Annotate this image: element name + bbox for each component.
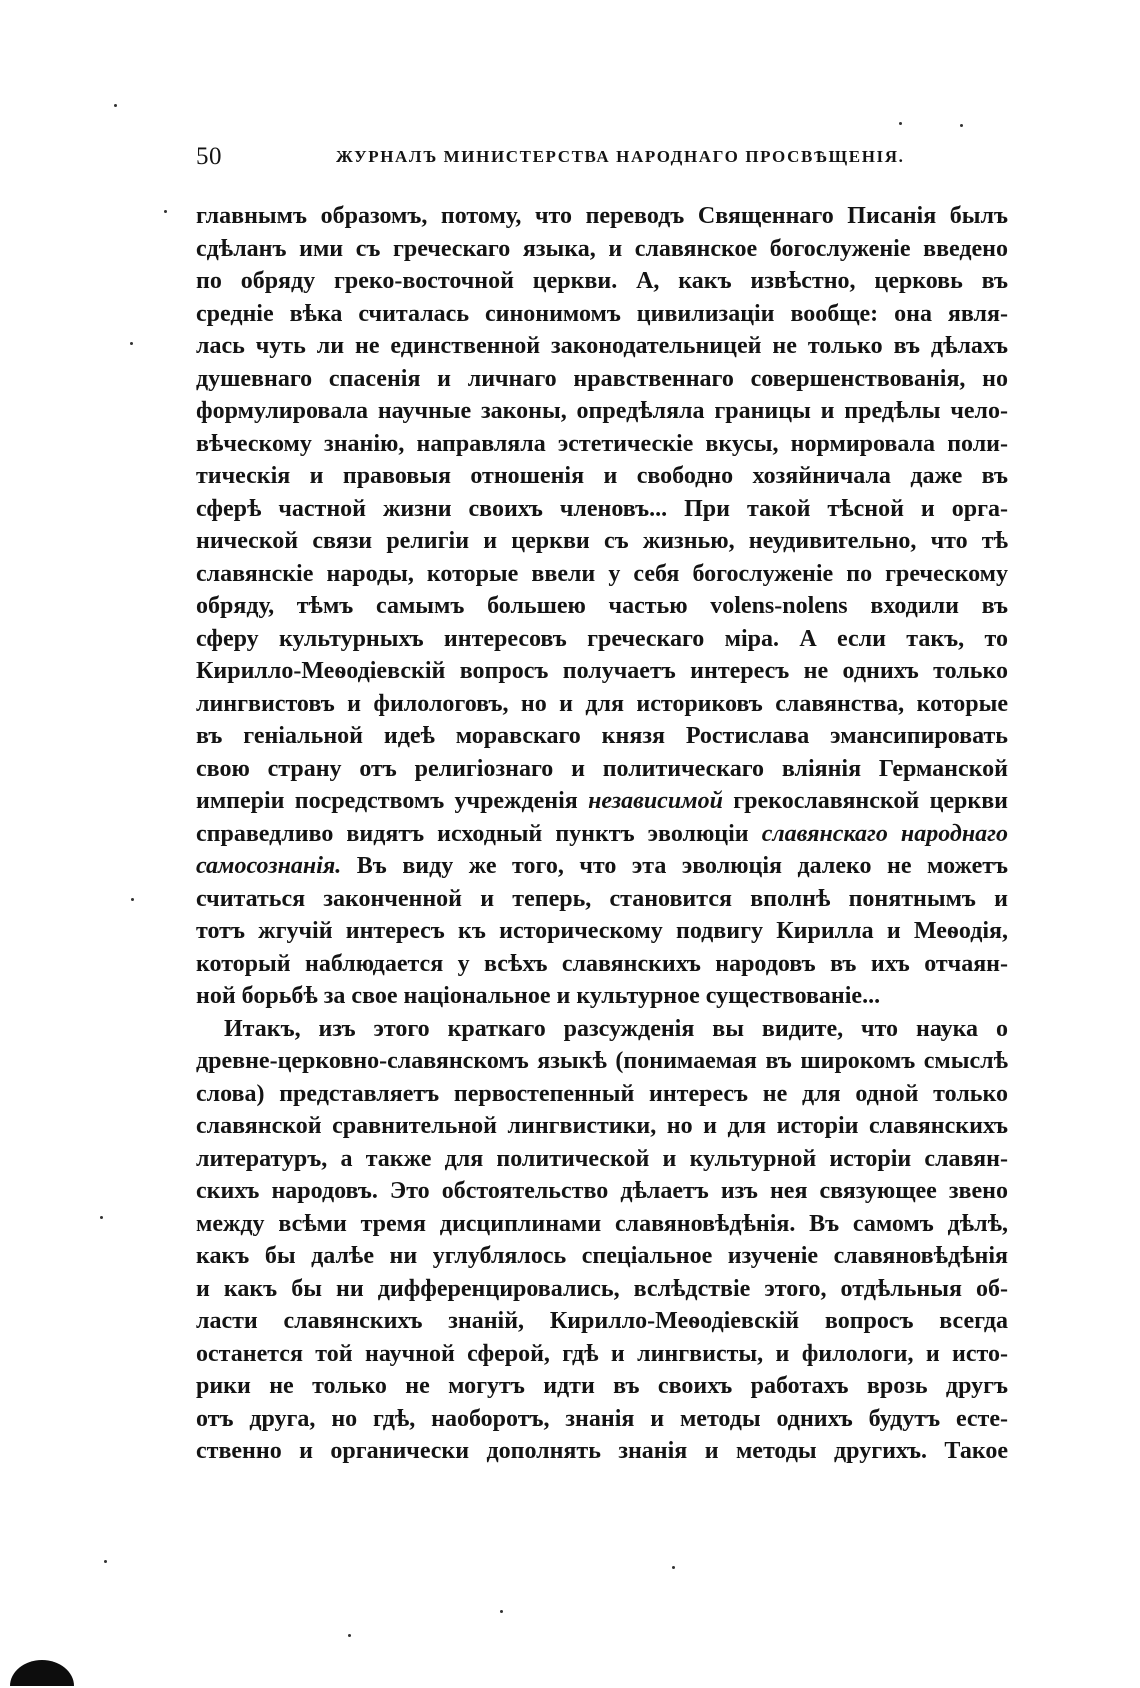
text-line: рики не только не могутъ идти въ своихъ работахъ врозь другъ (196, 1373, 1008, 1399)
scan-speck (899, 122, 902, 125)
paragraph-1 (196, 200, 1008, 1013)
scan-speck (348, 1634, 351, 1637)
text-line: лингвистовъ и филологовъ, но и для историковъ славянства, которые (196, 690, 1008, 717)
text-line: въ геніальной идеѣ моравскаго князя Ростислава эмансипировать (196, 723, 1008, 749)
text-line (196, 850, 1008, 883)
page-number: 50 (196, 143, 222, 170)
text-line: ственно и органически дополнять знанія и методы другихъ. Такое (196, 1438, 1008, 1464)
text-run: имперіи посредствомъ учрежденія (196, 788, 589, 814)
scan-speck (960, 124, 963, 127)
text-line: между всѣми тремя дисциплинами славяновѣдѣнія. Въ самомъ дѣлѣ, (196, 1210, 1008, 1237)
text-line: формулировала научные законы, опредѣляла границы и предѣлы чело- (196, 398, 1008, 424)
text-line: вѣческому знанію, направляла эстетическіе вкусы, нормировала поли- (196, 430, 1008, 457)
text-line (196, 785, 1008, 818)
journal-title: ЖУРНАЛЪ МИНИСТЕРСТВА НАРОДНАГО ПРОСВѢЩЕНІЯ. (336, 147, 905, 166)
text-line: главнымъ образомъ, потому, что переводъ Священнаго Писанія былъ (196, 203, 1008, 229)
scan-speck (164, 210, 167, 213)
text-line: свою страну отъ религіознаго и политическаго вліянія Германской (196, 755, 1008, 782)
text-line: нической связи религіи и церкви съ жизнью, неудивительно, что тѣ (196, 528, 1008, 554)
scan-speck (130, 342, 133, 345)
text-line: тическія и правовыя отношенія и свободно хозяйничала даже въ (196, 463, 1008, 489)
text-line: древне-церковно-славянскомъ языкѣ (понимаемая въ широкомъ смыслѣ (196, 1048, 1008, 1074)
text-run: грекославянской церкви (722, 788, 1009, 814)
paragraph-2 (196, 1013, 1008, 1468)
text-line: останется той научной сферой, гдѣ и лингвисты, и филологи, и исто- (196, 1340, 1008, 1367)
text-line: скихъ народовъ. Это обстоятельство дѣлаетъ изъ нея связующее звено (196, 1178, 1008, 1204)
text-line: слова) представляетъ первостепенный интересъ не для одной только (196, 1080, 1008, 1107)
text-line: какъ бы далѣе ни углублялось спеціальное изученіе славяновѣдѣнія (196, 1243, 1008, 1269)
scan-speck (100, 1216, 103, 1219)
text-line: Кирилло-Меѳодіевскій вопросъ получаетъ интересъ не однихъ только (196, 658, 1008, 684)
text-line: отъ друга, но гдѣ, наоборотъ, знанія и методы однихъ будутъ есте- (196, 1405, 1008, 1432)
text-line: душевнаго спасенія и личнаго нравственнаго совершенствованія, но (196, 365, 1008, 392)
text-line: литературъ, а также для политической и культурной исторіи славян- (196, 1145, 1008, 1172)
scan-speck (672, 1566, 675, 1569)
body-text (196, 200, 1008, 1468)
scan-smudge (10, 1660, 74, 1686)
text-line: Итакъ, изъ этого краткаго разсужденія вы видите, что наука о (224, 1015, 1008, 1042)
italic-emphasis: самосознанія. (196, 853, 342, 879)
text-line: сферѣ частной жизни своихъ членовъ... При такой тѣсной и орга- (196, 495, 1008, 522)
text-run: справедливо видятъ исходный пунктъ эволюціи (196, 820, 762, 847)
text-line: лась чуть ли не единственной законодательницей не только въ дѣлахъ (196, 333, 1008, 359)
italic-emphasis: славянскаго народнаго (761, 820, 1009, 847)
scan-speck (114, 104, 117, 107)
text-line: который наблюдается у всѣхъ славянскихъ народовъ въ ихъ отчаян- (196, 950, 1008, 977)
text-line (196, 818, 1008, 851)
text-line: ной борьбѣ за свое національное и культурное существованіе... (196, 983, 881, 1009)
running-head (196, 143, 1006, 179)
text-line: средніе вѣка считалась синонимомъ цивилизаціи вообще: она явля- (196, 300, 1008, 327)
text-line: считаться законченной и теперь, становится вполнѣ понятнымъ и (196, 885, 1008, 912)
text-run: Въ виду же того, что эта эволюція далеко не можетъ (341, 853, 1008, 879)
scan-speck (131, 898, 134, 901)
text-line: ласти славянскихъ знаній, Кирилло-Меѳодіевскій вопросъ всегда (196, 1308, 1008, 1334)
text-line: сдѣланъ ими съ греческаго языка, и славянское богослуженіе введено (196, 235, 1008, 262)
italic-emphasis: независимой (588, 788, 723, 814)
text-line: и какъ бы ни дифференцировались, вслѣдствіе этого, отдѣльныя об- (196, 1275, 1008, 1302)
scan-speck (500, 1610, 503, 1613)
text-line: славянскіе народы, которые ввели у себя богослуженіе по греческому (196, 560, 1008, 587)
scan-speck (104, 1560, 107, 1563)
text-line: обряду, тѣмъ самымъ большею частью volens-nolens входили въ (196, 593, 1008, 619)
text-line: по обряду греко-восточной церкви. А, какъ извѣстно, церковь въ (196, 268, 1008, 294)
text-line: тотъ жгучій интересъ къ историческому подвигу Кирилла и Меѳодія, (196, 918, 1008, 944)
text-line: сферу культурныхъ интересовъ греческаго міра. А если такъ, то (196, 625, 1008, 652)
text-line: славянской сравнительной лингвистики, но и для исторіи славянскихъ (196, 1113, 1008, 1139)
